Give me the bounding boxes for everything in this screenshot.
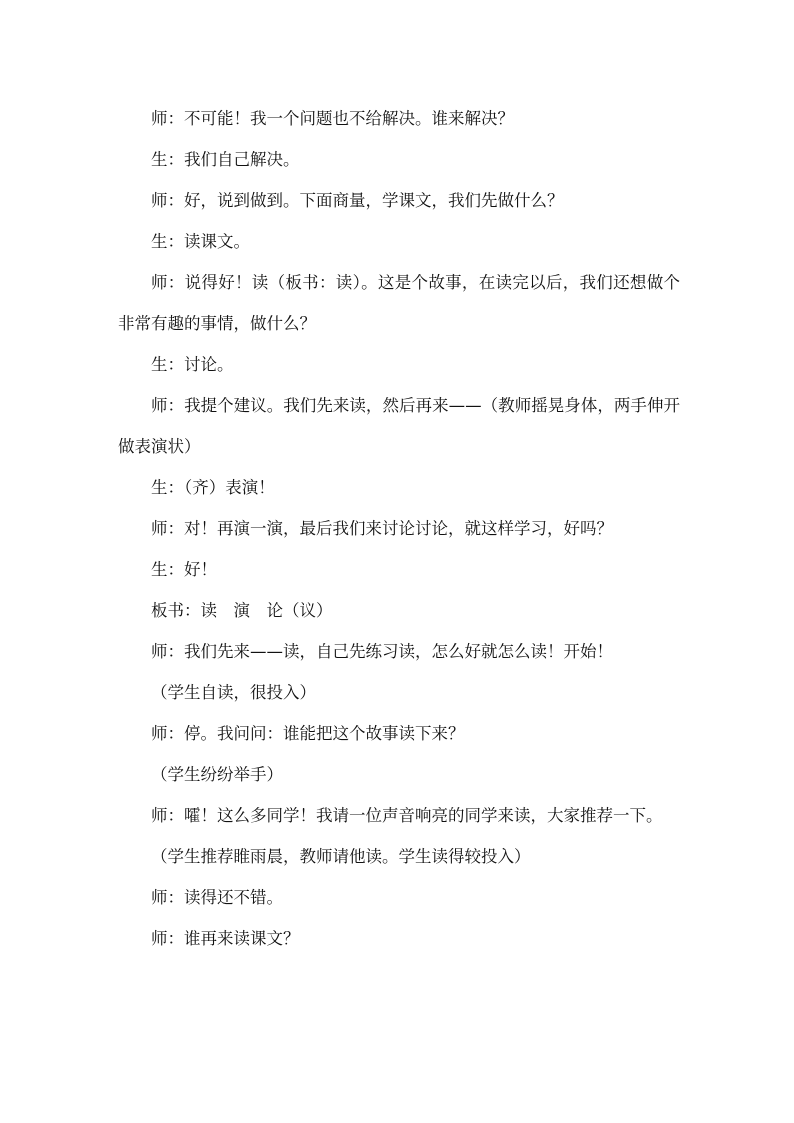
paragraph-2: 生：我们自己解决。 — [151, 150, 300, 169]
paragraph-6: 生：讨论。 — [151, 355, 234, 374]
paragraph-19: 师：谁再来读课文？ — [151, 929, 300, 948]
paragraph-10: 生：好！ — [151, 560, 217, 579]
paragraph-5: 师：说得好！读（板书：读）。这是个故事，在读完以后，我们还想做个非常有趣的事情，做什么？ — [118, 273, 680, 333]
paragraph-18: 师：读得还不错。 — [151, 888, 283, 907]
document-body — [118, 98, 680, 959]
paragraph-4: 生：读课文。 — [151, 232, 250, 251]
paragraph-9: 师：对！再演一演，最后我们来讨论讨论，就这样学习，好吗？ — [151, 519, 613, 538]
paragraph-16: 师：嚯！这么多同学！我请一位声音响亮的同学来读，大家推荐一下。 — [151, 806, 663, 825]
paragraph-17: （学生推荐睢雨晨，教师请他读。学生读得较投入） — [151, 847, 531, 866]
paragraph-8: 生：（齐）表演！ — [151, 478, 275, 497]
paragraph-1: 师：不可能！我一个问题也不给解决。谁来解决？ — [151, 109, 514, 128]
paragraph-13: （学生自读，很投入） — [151, 683, 316, 702]
paragraph-11: 板书：读 演 论（议） — [151, 601, 333, 620]
paragraph-14: 师：停。我问问：谁能把这个故事读下来？ — [151, 724, 465, 743]
paragraph-7: 师：我提个建议。我们先来读，然后再来——（教师摇晃身体，两手伸开做表演状） — [118, 396, 680, 456]
paragraph-15: （学生纷纷举手） — [151, 765, 283, 784]
paragraph-12: 师：我们先来——读，自己先练习读，怎么好就怎么读！开始！ — [151, 642, 613, 661]
paragraph-3: 师：好，说到做到。下面商量，学课文，我们先做什么？ — [151, 191, 564, 210]
